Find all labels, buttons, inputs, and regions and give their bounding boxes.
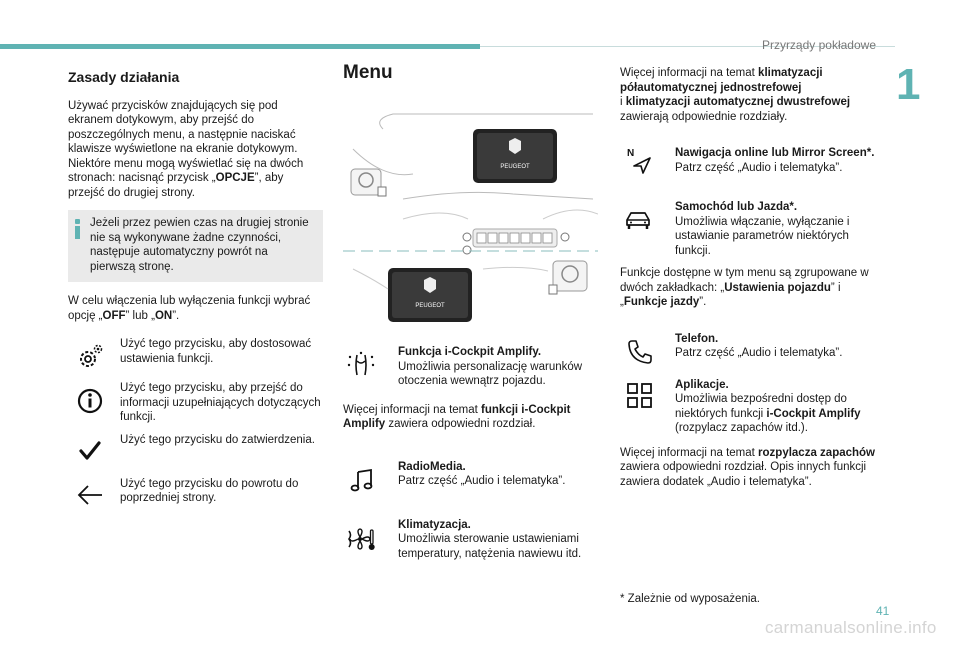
page-number: 41 — [876, 604, 890, 618]
icon-row-settings — [68, 337, 323, 373]
scent-more-info: Więcej informacji na temat rozpylacza zapachów zawiera odpowiedni rozdział. Opis innych funkcji zawiera dodatek „Audio i telematyka”. — [620, 446, 876, 488]
icon-row-apps — [620, 378, 882, 436]
dashboard-illustration — [343, 89, 598, 339]
onoff-paragraph: W celu włączenia lub wyłączenia funkcji wybrać opcję „OFF” lub „ON”. — [68, 295, 311, 322]
info-icon — [76, 387, 104, 415]
footnote: * Zależnie od wyposażenia. — [620, 593, 760, 605]
info-marker-icon — [75, 219, 81, 239]
icon-row-phone — [620, 332, 882, 368]
icon-row-climate — [343, 518, 598, 562]
back-description: Użyć tego przycisku do powrotu do poprzedniej strony. — [120, 477, 299, 504]
phone-text: Patrz część „Audio i telematyka”. — [675, 347, 843, 359]
icon-row-info — [68, 381, 323, 425]
cockpit-title: Funkcja i-Cockpit Amplify. — [398, 346, 542, 358]
dashboard-top-view — [351, 114, 598, 254]
icon-row-radio — [343, 460, 598, 496]
info-box — [68, 210, 323, 282]
climate-fan-icon — [347, 526, 375, 554]
confirm-description: Użyć tego przycisku do zatwierdzenia. — [120, 433, 315, 446]
nav-text: Patrz część „Audio i telematyka”. — [675, 161, 843, 174]
info-description: Użyć tego przycisku, aby przejść do informacji uzupełniających dotyczących funkcji. — [120, 382, 321, 423]
screen-brand-bottom: PEUGEOT — [415, 302, 445, 309]
settings-description: Użyć tego przycisku, aby dostosować ustawienia funkcji. — [120, 338, 312, 365]
chapter-title: Przyrządy pokładowe — [761, 38, 876, 52]
music-note-icon — [349, 466, 377, 494]
navigation-arrow-icon — [626, 146, 654, 174]
phone-icon — [626, 338, 654, 366]
menu-heading: Menu — [343, 62, 393, 83]
radio-title: RadioMedia. — [398, 460, 466, 473]
column-menu — [343, 62, 598, 569]
back-arrow-icon — [76, 481, 104, 509]
cockpit-more-info: Więcej informacji na temat funkcji i-Cockpit Amplify zawiera odpowiedni rozdział. — [343, 403, 571, 430]
header-accent-bar — [0, 44, 480, 49]
svg-text:N: N — [627, 148, 635, 159]
screen-brand-top: PEUGEOT — [500, 163, 530, 170]
column-menu-continued — [620, 66, 882, 499]
settings-icon — [76, 343, 104, 371]
climate-title: Klimatyzacja. — [398, 518, 471, 531]
icon-row-cockpit — [343, 345, 598, 389]
chapter-number: 1 — [896, 60, 921, 109]
climate-text: Umożliwia sterowanie ustawieniami temperatury, natężenia nawiewu itd. — [398, 533, 582, 560]
icon-row-back — [68, 477, 323, 513]
section-heading: Zasady działania — [68, 69, 180, 85]
apps-title: Aplikacje. — [675, 378, 729, 391]
apps-text: Umożliwia bezpośredni dostęp do niektórych funkcji i-Cockpit Amplify (rozpylacz zapachów itd.). — [675, 393, 861, 434]
column-principles — [68, 66, 323, 521]
cockpit-text: Umożliwia personalizację warunków otoczenia wewnątrz pojazdu. — [398, 360, 583, 387]
dashboard-bottom-view — [353, 261, 587, 322]
icon-row-car — [620, 200, 882, 258]
checkmark-icon — [76, 437, 104, 465]
car-icon — [624, 208, 652, 236]
apps-grid-icon — [626, 382, 654, 410]
cockpit-amplify-icon — [347, 351, 375, 379]
intro-paragraph: Używać przycisków znajdujących się pod ekranem dotykowym, aby przejść do poszczególnych menu, a następnie naciskać klawisze wyświetlone na ekranie dotykowym. Niektóre menu mogą wyświetlać się na dwóch stronach: nacisnąć przycisk „OPCJE”, aby przejść do drugiej strony. — [68, 99, 304, 199]
climate-more-info: Więcej informacji na temat klimatyzacji półautomatycznej jednostrefowej i klimatyzacji automatycznej dwustrefowej zawierają odpowiednie rozdziały. — [620, 67, 851, 123]
car-text: Umożliwia włączanie, wyłączanie i ustawianie parametrów niektórych funkcji. — [675, 215, 850, 257]
icon-row-confirm — [68, 433, 323, 469]
nav-title: Nawigacja online lub Mirror Screen*. — [675, 147, 875, 159]
watermark: carmanualsonline.info — [765, 618, 937, 637]
radio-text: Patrz część „Audio i telematyka”. — [398, 475, 566, 487]
car-title: Samochód lub Jazda*. — [675, 201, 798, 213]
phone-title: Telefon. — [675, 332, 719, 345]
tabs-paragraph: Funkcje dostępne w tym menu są zgrupowane w dwóch zakładkach: „Ustawienia pojazdu” i „Funkcje jazdy”. — [620, 267, 869, 308]
icon-row-navigation — [620, 146, 882, 182]
info-box-text: Jeżeli przez pewien czas na drugiej stronie nie są wykonywane żadne czynności, następuje automatyczny powrót na pierwszą stronę. — [90, 217, 309, 273]
